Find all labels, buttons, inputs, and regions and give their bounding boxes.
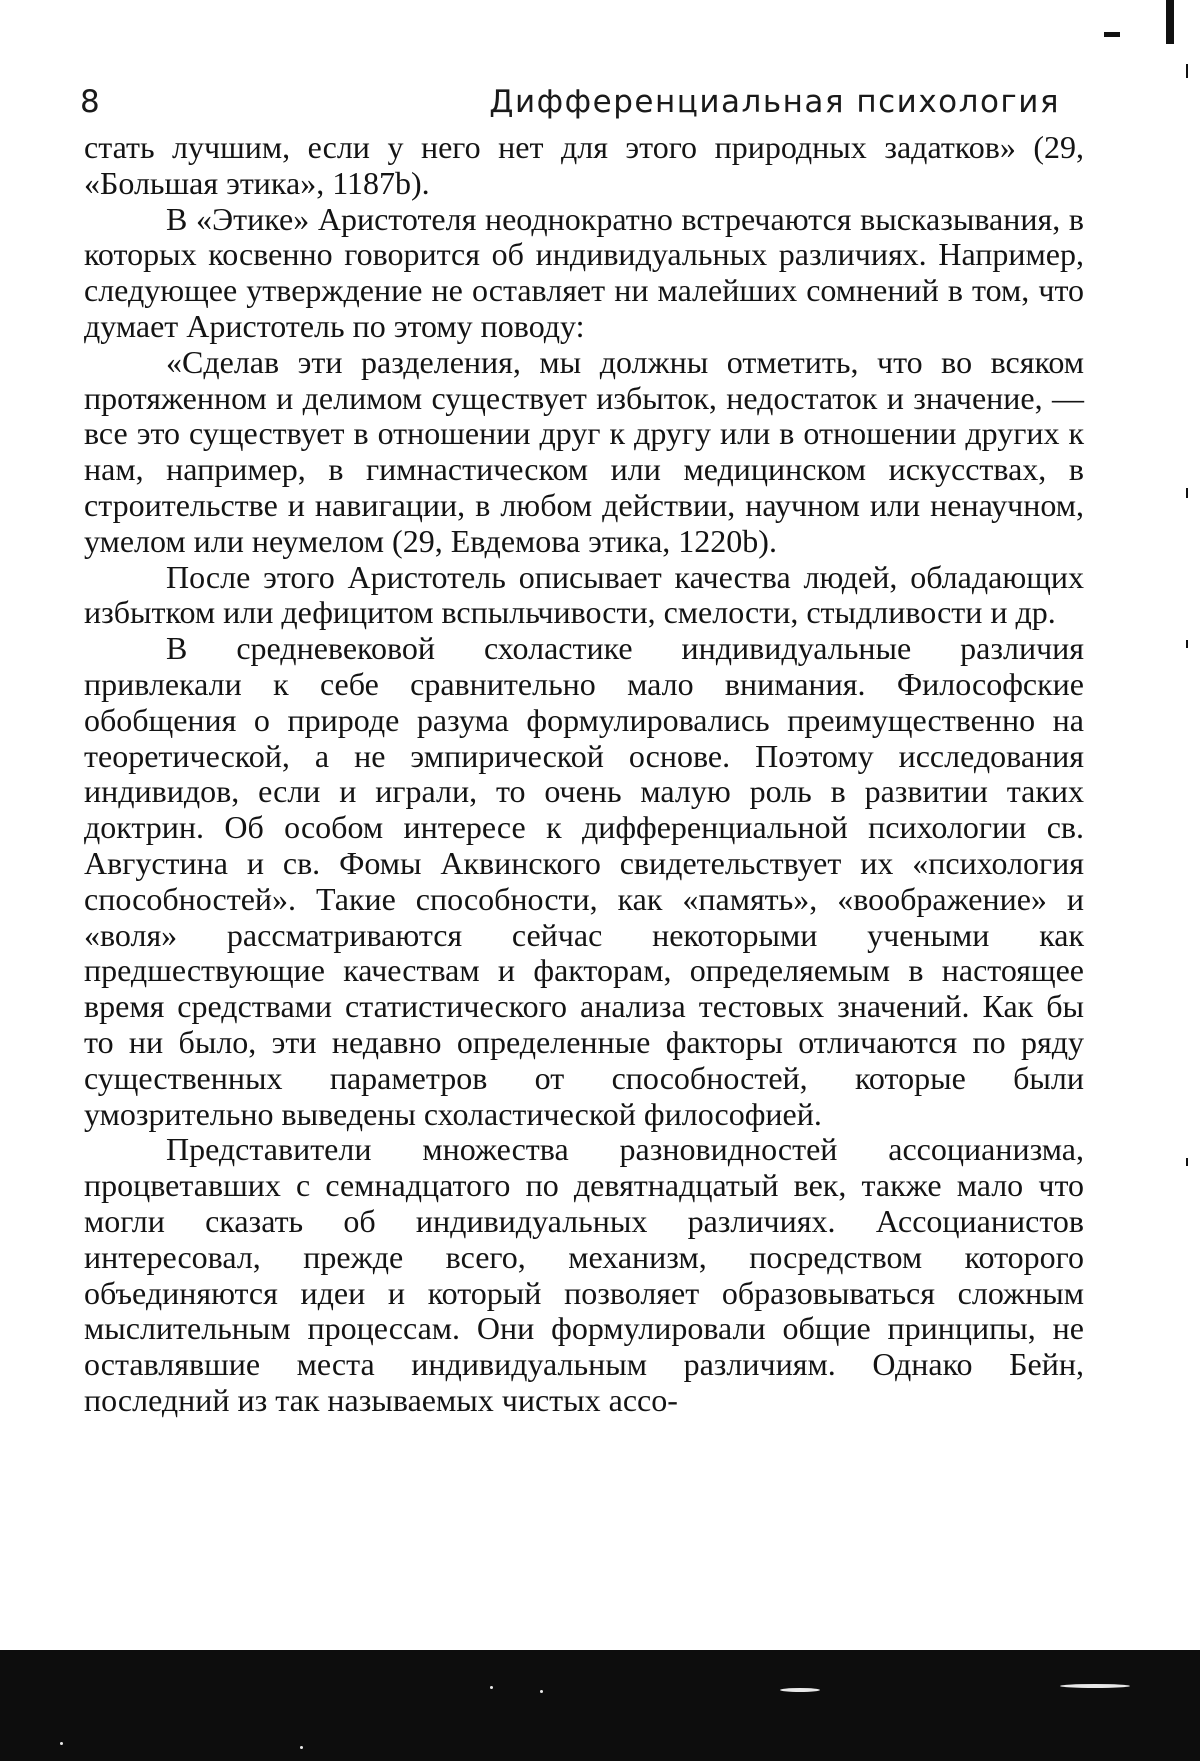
page-header <box>80 84 1060 124</box>
paragraph-scholastics: В средневековой схоластике индивидуальные различия привлекали к себе сравнительно мало внимания. Философские обобщения о природе разума формулировались преимущественно на теоретической, а не эмпирической основе. Поэтому исследования индивидов, если и играли, то очень малую роль в развитии таких доктрин. Об особом интересе к дифференциальной психологии св. Августина и св. Фомы Аквинского свидетельствует их «психология способностей». Такие способности, как «память», «воображение» и «воля» рассматриваются сейчас некоторыми учеными как предшествующие качествам и факторам, определяемым в настоящее время средствами статистического анализа тестовых значений. Как бы то ни было, эти недавно определенные факторы отличаются по ряду существенных параметров от способностей, которые были умозрительно выведены схоластической философией. <box>84 631 1084 1132</box>
paragraph-associationism: Представители множества разновидностей ассоцианизма, процветавших с семнадцатого по девятнадцатый век, также мало что могли сказать об индивидуальных различиях. Ассоцианистов интересовал, прежде всего, механизм, посредством которого объединяются идеи и который позволяет образовываться сложным мыслительным процессам. Они формулировали общие принципы, не оставлявшие места индивидуальным различиям. Однако Бейн, последний из так называемых чистых ассо- <box>84 1132 1084 1418</box>
scan-speck <box>300 1746 303 1749</box>
scan-mark-right-dot-1 <box>1186 488 1188 498</box>
paragraph-quote: «Сделав эти разделения, мы должны отметить, что во всяком протяженном и делимом существует избыток, недостаток и значение, — все это существует в отношении друг к другу или в отношении других к нам, например, в гимнастическом или медицинском искусствах, в строительстве и навигации, в любом действии, научном или ненаучном, умелом или неумелом (29, Евдемова этика, 1220b). <box>84 345 1084 560</box>
scan-speck <box>540 1690 543 1693</box>
scan-speck <box>490 1686 493 1689</box>
scan-speck <box>60 1742 63 1745</box>
scan-shadow-band <box>0 1650 1200 1761</box>
scan-mark-right-dot-2 <box>1186 640 1188 648</box>
scan-mark-top-right-bar <box>1166 0 1174 44</box>
body-text <box>84 130 1084 1419</box>
scan-speck <box>1060 1684 1130 1688</box>
book-page <box>0 0 1200 1761</box>
scan-mark-top-right-dash <box>1104 32 1120 37</box>
paragraph-continuation: стать лучшим, если у него нет для этого природных задатков» (29, «Большая этика», 1187b). <box>84 130 1084 202</box>
scan-speck <box>780 1688 820 1692</box>
running-title: Дифференциальная психология <box>489 84 1060 120</box>
page-number: 8 <box>80 84 101 120</box>
paragraph-ethics: В «Этике» Аристотеля неоднократно встречаются высказывания, в которых косвенно говорится об индивидуальных различиях. Например, следующее утверждение не оставляет ни малейших сомнений в том, что думает Аристотель по этому поводу: <box>84 202 1084 345</box>
paragraph-qualities: После этого Аристотель описывает качества людей, обладающих избытком или дефицитом вспыльчивости, смелости, стыдливости и др. <box>84 560 1084 632</box>
scan-mark-top-right-dot <box>1186 64 1188 78</box>
scan-mark-right-dot-3 <box>1186 1158 1188 1166</box>
